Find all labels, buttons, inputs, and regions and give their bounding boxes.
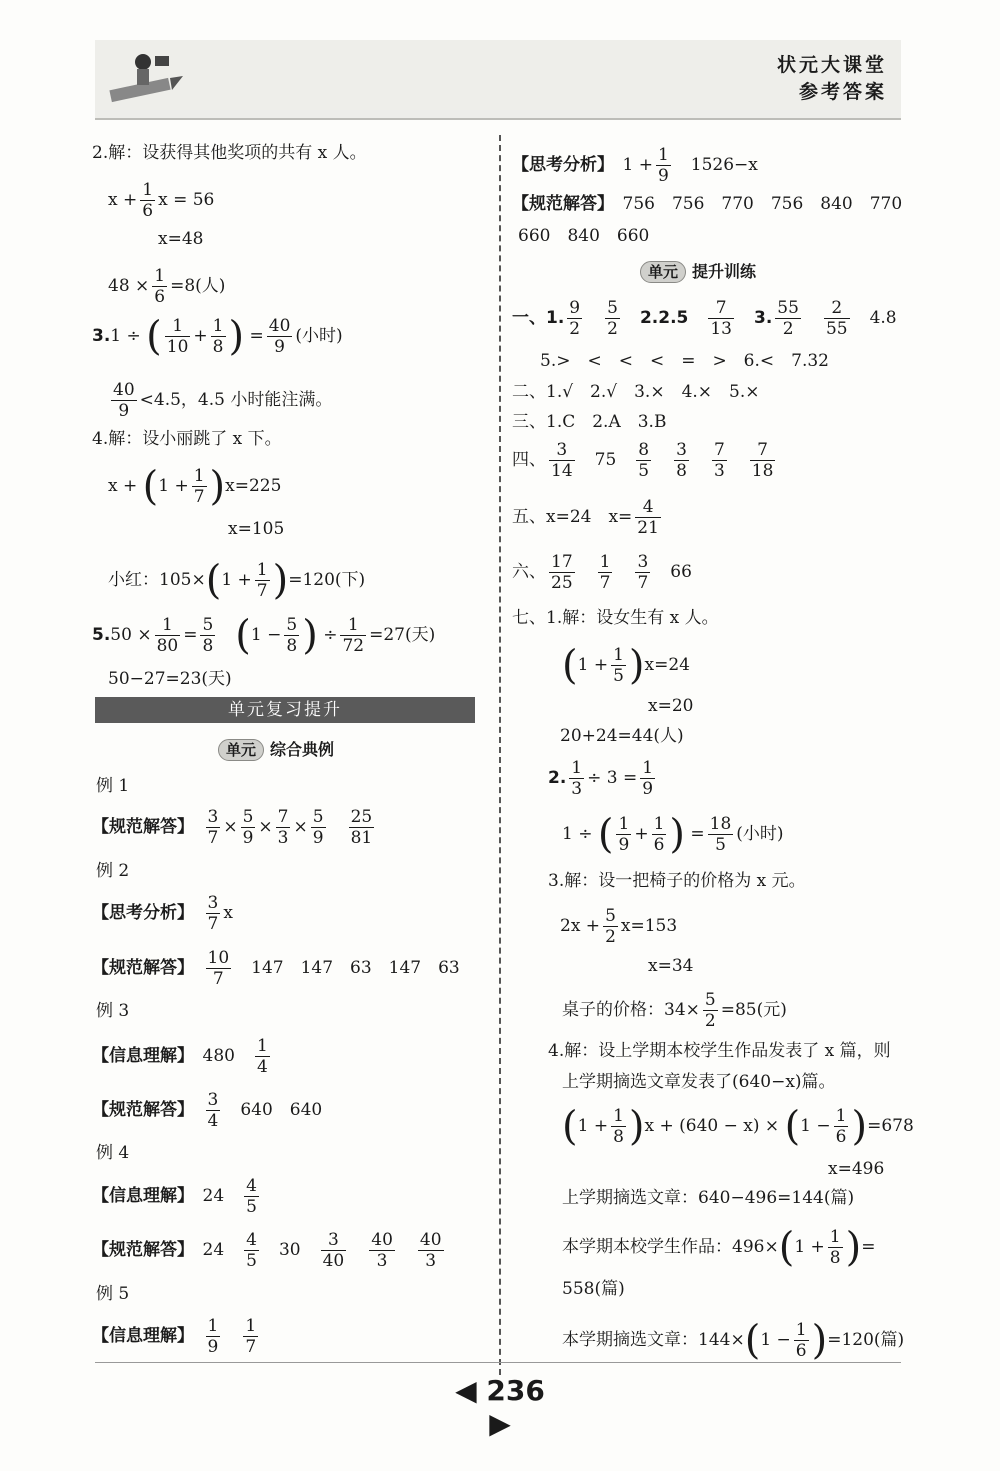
ex3-answer: 【规范解答】 $\frac{3}{4}$ 640 640 xyxy=(92,1090,323,1131)
section-badge: 单元 综合典例 xyxy=(218,737,334,761)
r7-2-result: 1 ÷ ( $\frac{1}{9}$ + $\frac{1}{6}$ ) = $\frac{18}{5}$ (小时) xyxy=(562,811,784,858)
r7-solution: x=20 xyxy=(648,696,694,716)
r7-3-result: 桌子的价格：34× $\frac{5}{2}$ =85(元) xyxy=(562,990,787,1031)
r7-4-equation: (1 + $\frac{1}{8}$ )x + (640 − x) × (1 − $\frac{1}{6}$ )=678 xyxy=(562,1103,914,1150)
r-badge: 单元 提升训练 xyxy=(640,259,756,283)
r7-3-equation: 2x + $\frac{5}{2}$ x=153 xyxy=(560,906,678,947)
r-part2: 二、1.√ 2.√ 3.× 4.× 5.× xyxy=(512,382,760,402)
q4-result: 小红：105×(1 + $\frac{1}{7}$ )=120(下) xyxy=(108,557,366,604)
student-on-pencil-icon xyxy=(105,44,185,114)
example-5: 例 5 xyxy=(96,1284,130,1304)
page-header xyxy=(95,40,901,120)
r7-2-equation: 2. $\frac{1}{3}$ ÷ 3 = $\frac{1}{9}$ xyxy=(548,758,654,799)
r7-4-calc1: 上学期摘选文章：640−496=144(篇) xyxy=(562,1188,855,1208)
example-4: 例 4 xyxy=(96,1143,130,1163)
r7-4-calc2-res: 558(篇) xyxy=(562,1279,625,1299)
q5-equation: 5.50 × $\frac{1}{80}$ = $\frac{5}{8}$ (1 − $\frac{5}{8}$ ) ÷ $\frac{1}{72}$ =27(天) xyxy=(92,612,436,659)
section-title: 单元复习提升 xyxy=(95,697,475,723)
q2-result: 48 × $\frac{1}{6}$ =8(人) xyxy=(108,266,226,307)
q4-intro: 4.解：设小丽跳了 x 下。 xyxy=(92,429,282,449)
q4-equation: x + (1 + $\frac{1}{7}$ )x=225 xyxy=(108,463,282,510)
r7-3-solution: x=34 xyxy=(648,956,694,976)
r7-3-intro: 3.解：设一把椅子的价格为 x 元。 xyxy=(548,871,806,891)
r7-equation: (1 + $\frac{1}{5}$ )x=24 xyxy=(562,642,690,689)
example-1: 例 1 xyxy=(96,776,130,796)
example-3: 例 3 xyxy=(96,1001,130,1021)
r7-4-intro: 4.解：设上学期本校学生作品发表了 x 篇，则 xyxy=(548,1041,891,1061)
r-part6: 六、 $\frac{17}{25}$ $\frac{1}{7}$ $\frac{3}{7}$ 66 xyxy=(512,552,692,593)
q3-equation: 3.1 ÷ ( $\frac{1}{10}$ + $\frac{1}{8}$ ) = $\frac{40}{9}$ (小时) xyxy=(92,313,343,360)
r-std-line2: 660 840 660 xyxy=(518,226,650,246)
q2-equation: x + $\frac{1}{6}$ x = 56 xyxy=(108,180,215,221)
r-think: 【思考分析】 1 + $\frac{1}{9}$ 1526−x xyxy=(512,145,758,186)
r7-4-calc3: 本学期摘选文章：144×(1 − $\frac{1}{6}$ )=120(篇) xyxy=(562,1317,905,1364)
r7-4-intro2: 上学期摘选文章发表了(640−x)篇。 xyxy=(562,1072,836,1092)
ex2-think: 【思考分析】 $\frac{3}{7}$ x xyxy=(92,893,233,934)
r-part3: 三、1.C 2.A 3.B xyxy=(512,412,667,432)
q2-intro: 2.解：设获得其他奖项的共有 x 人。 xyxy=(92,143,367,163)
q3-note: $\frac{40}{9}$ <4.5，4.5 小时能注满。 xyxy=(113,380,333,421)
q4-solution: x=105 xyxy=(228,519,285,539)
r7-result: 20+24=44(人) xyxy=(560,726,684,746)
q5-line2: 50−27=23(天) xyxy=(108,669,232,689)
r-part7-intro: 七、1.解：设女生有 x 人。 xyxy=(512,608,719,628)
ex3-info: 【信息理解】 480 $\frac{1}{4}$ xyxy=(92,1036,268,1077)
q2-solution: x=48 xyxy=(158,229,204,249)
ex1-answer: 【规范解答】 $\frac{3}{7}$ × $\frac{5}{9}$ × $\frac{7}{3}$ × $\frac{5}{9}$ $\frac{25}{81}$ xyxy=(92,807,373,848)
r7-4-solution: x=496 xyxy=(828,1159,885,1179)
r-std: 【规范解答】 756 756 770 756 840 770 xyxy=(512,194,903,214)
r-part1: 一、1. $\frac{9}{2}$ $\frac{5}{2}$ 2.2.5 $\frac{7}{13}$ 3. $\frac{55}{2}$ $\frac{2}{55}$ 4.8 xyxy=(512,298,897,339)
ex5-info: 【信息理解】 $\frac{1}{9}$ $\frac{1}{7}$ xyxy=(92,1316,257,1357)
ex4-info: 【信息理解】 24 $\frac{4}{5}$ xyxy=(92,1176,257,1217)
r7-4-calc2: 本学期本校学生作品：496×(1 + $\frac{1}{8}$ )= xyxy=(562,1224,876,1271)
r-part5: 五、x=24 x= $\frac{4}{21}$ xyxy=(512,497,659,538)
footer-line xyxy=(95,1362,901,1363)
column-divider xyxy=(499,135,501,1375)
ex4-answer: 【规范解答】 24 $\frac{4}{5}$ 30 $\frac{3}{40}$ $\frac{40}{3}$ $\frac{40}{3}$ xyxy=(92,1230,442,1271)
r-part4: 四、 $\frac{3}{14}$ 75 $\frac{8}{5}$ $\frac{3}{8}$ $\frac{7}{3}$ $\frac{7}{18}$ xyxy=(512,440,774,481)
ex2-answer: 【规范解答】 $\frac{10}{7}$ 147 147 63 147 63 xyxy=(92,948,460,989)
brand-title: 状元大课堂 参考答案 xyxy=(776,54,887,103)
example-2: 例 2 xyxy=(96,861,130,881)
page-number: ◀ 236 ▶ xyxy=(455,1374,545,1440)
r-part1-line2: 5.> < < < = > 6.< 7.32 xyxy=(540,351,829,371)
